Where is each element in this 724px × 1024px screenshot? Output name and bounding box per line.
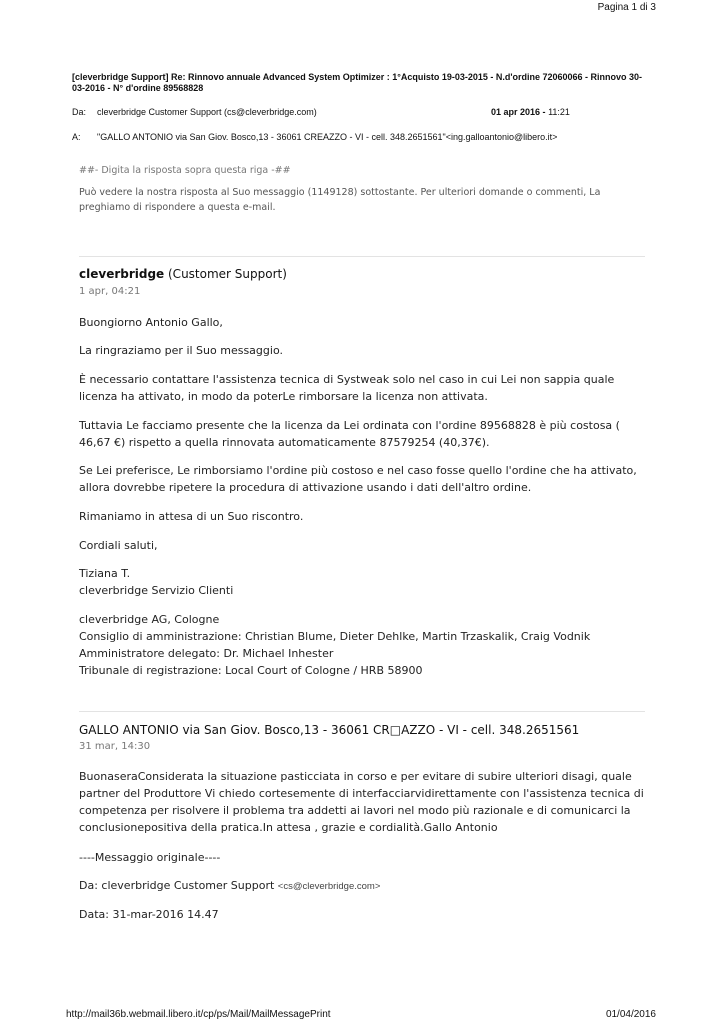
message-author-role: (Customer Support) — [164, 267, 287, 281]
email-subject: [cleverbridge Support] Re: Rinnovo annuale Advanced System Optimizer : 1°Acquisto 19-03-2015 - N.d'ordine 72060066 - Rinnovo 30-03-2016 - N° d'ordine 89568828 — [72, 72, 643, 93]
email-date-time: 11:21 — [548, 107, 570, 117]
from-label: Da: — [72, 107, 87, 117]
original-from — [79, 877, 647, 895]
page-number: Pagina 1 di 3 — [597, 2, 656, 13]
from-value: cleverbridge Customer Support (cs@cleverbridge.com) — [97, 107, 317, 117]
message-date: 1 apr, 04:21 — [79, 286, 141, 297]
separator — [79, 711, 645, 712]
original-date: Data: 31-mar-2016 14.47 — [79, 908, 219, 921]
company-line: Tribunale di registrazione: Local Court of Cologne / HRB 58900 — [79, 664, 423, 677]
footer-url: http://mail36b.webmail.libero.it/cp/ps/Mail/MailMessagePrint — [66, 1009, 331, 1020]
company-line: cleverbridge AG, Cologne — [79, 613, 220, 626]
paragraph: La ringraziamo per il Suo messaggio. — [79, 344, 283, 357]
message-author — [79, 267, 645, 281]
paragraph: Se Lei preferisce, Le rimborsiamo l'ordine più costoso e nel caso fosse quello l'ordine che ha attivato, allora dovrebbe ripetere la procedura di attivazione usando i dati dell'altro ordine. — [79, 464, 637, 494]
original-from-email: <cs@cleverbridge.com> — [277, 881, 381, 892]
company-line: Consiglio di amministrazione: Christian Blume, Dieter Dehlke, Martin Trzaskalik, Craig Vodnik — [79, 630, 591, 643]
signature-name: Tiziana T. — [79, 567, 131, 580]
to-label: A: — [72, 132, 81, 142]
message-author: GALLO ANTONIO via San Giov. Bosco,13 - 36061 CR□AZZO - VI - cell. 348.2651561 — [79, 723, 580, 737]
paragraph: BuonaseraConsiderata la situazione pasticciata in corso e per evitare di subire ulteriori disagi, quale partner del Produttore Vi chiedo cortesemente di interfacciarvidirettamente con l'assistenza tecnica di competenza per risolvere il problema tra addetti ai lavori nel modo più razionale e di comunicarci la conclusionepositiva della pratica.In attesa , grazie e cordialità.Gallo Antonio — [79, 770, 644, 834]
email-date-day: 01 apr 2016 - — [491, 107, 546, 117]
reply-hint: ##- Digita la risposta sopra questa riga -## — [79, 165, 291, 176]
email-date — [491, 107, 570, 117]
to-value: "GALLO ANTONIO via San Giov. Bosco,13 - 36061 CREAZZO - VI - cell. 348.2651561"<ing.galloantonio@libero.it> — [97, 132, 558, 142]
paragraph: È necessario contattare l'assistenza tecnica di Systweak solo nel caso in cui Lei non sappia quale licenza ha attivato, in modo da poterLe rimborsare la licenza non attivata. — [79, 373, 615, 403]
message-date: 31 mar, 14:30 — [79, 741, 151, 752]
company-line: Amministratore delegato: Dr. Michael Inhester — [79, 647, 334, 660]
intro-text: Può vedere la nostra risposta al Suo messaggio (1149128) sottostante. Per ulteriori domande o commenti, La preghiamo di rispondere a questa e-mail. — [79, 187, 601, 213]
paragraph: Tuttavia Le facciamo presente che la licenza da Lei ordinata con l'ordine 89568828 è più costosa ( 46,67 €) rispetto a quella rinnovata automaticamente 87579254 (40,37€). — [79, 419, 620, 449]
message-author-name: cleverbridge — [79, 267, 165, 281]
paragraph: Rimaniamo in attesa di un Suo riscontro. — [79, 510, 304, 523]
signature-dept: cleverbridge Servizio Clienti — [79, 584, 234, 597]
closing: Cordiali saluti, — [79, 539, 158, 552]
greeting: Buongiorno Antonio Gallo, — [79, 316, 223, 329]
separator — [79, 256, 645, 257]
original-from-prefix: Da: cleverbridge Customer Support — [79, 879, 278, 892]
original-message-marker: ----Messaggio originale---- — [79, 851, 221, 864]
footer-date: 01/04/2016 — [605, 1009, 656, 1020]
